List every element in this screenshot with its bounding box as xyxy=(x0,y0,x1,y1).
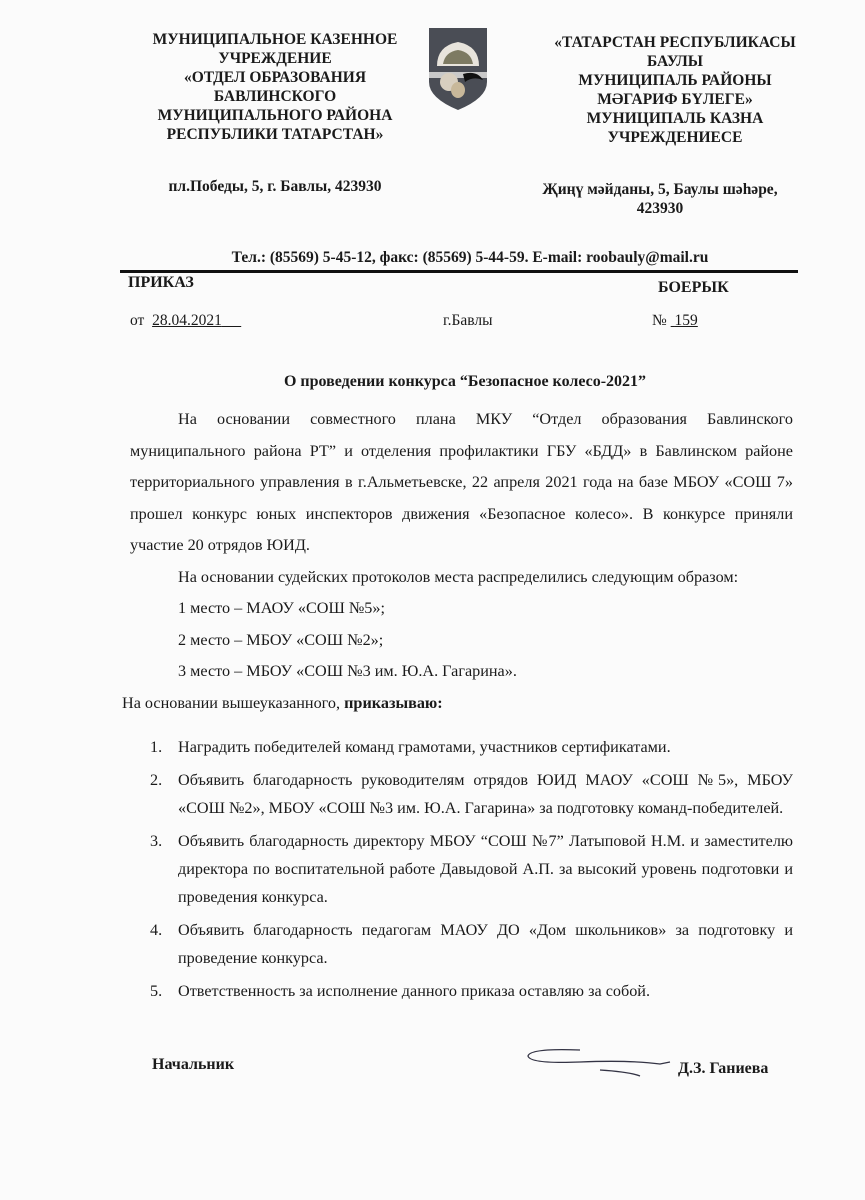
paragraph-order-intro: На основании вышеуказанного, приказываю: xyxy=(122,693,443,712)
order-list xyxy=(150,733,793,1010)
coat-of-arms-emblem xyxy=(427,26,489,112)
header-divider xyxy=(120,270,798,273)
doc-body xyxy=(122,404,793,719)
doc-type-ru: ПРИКАЗ xyxy=(128,274,194,291)
order-item: 1. Наградить победителей команд грамотами, участников сертификатами. xyxy=(150,738,671,756)
signatory-name: Д.З. Ганиева xyxy=(678,1060,769,1077)
doc-type-tt: БОЕРЫК xyxy=(658,279,729,296)
paragraph-results: На основании судейских протоколов места распределились следующим образом: xyxy=(178,567,739,586)
doc-number: № 159 xyxy=(652,312,698,329)
signatory-position: Начальник xyxy=(152,1056,235,1073)
doc-title: О проведении конкурса “Безопасное колесо-2021” xyxy=(283,373,647,390)
contacts-line: Тел.: (85569) 5-45-12, факс: (85569) 5-44-59. E-mail: roobauly@mail.ru xyxy=(231,249,709,266)
date-value: 28.04.2021 xyxy=(152,312,222,329)
doc-city: г.Бавлы xyxy=(443,312,493,329)
place-item: 2 место – МБОУ «СОШ №2»; xyxy=(178,630,384,649)
left-address: пл.Победы, 5, г. Бавлы, 423930 xyxy=(168,178,382,195)
place-item: 1 место – МАОУ «СОШ №5»; xyxy=(178,599,385,617)
right-org-name: «ТАТАРСТАН РЕСПУБЛИКАСЫ БАУЛЫ МУНИЦИПАЛЬ РАЙОНЫ МӘГАРИФ БҮЛЕГЕ» МУНИЦИПАЛЬ КАЗНА УЧРЕЖДЕНИЕСЕ xyxy=(554,34,796,146)
left-org-name: МУНИЦИПАЛЬНОЕ КАЗЕННОЕ УЧРЕЖДЕНИЕ «ОТДЕЛ ОБРАЗОВАНИЯ БАВЛИНСКОГО МУНИЦИПАЛЬНОГО РАЙОНА РЕСПУБЛИКИ ТАТАРСТАН» xyxy=(152,31,398,143)
order-item: 5. Ответственность за исполнение данного приказа оставляю за собой. xyxy=(150,982,651,1000)
doc-date: от 28.04.2021 xyxy=(130,312,222,329)
order-item: 4. Объявить благодарность педагогам МАОУ ДО «Дом школьников» за подготовку и проведение конкурса. xyxy=(150,921,793,967)
number-value: 159 xyxy=(674,312,698,329)
handwritten-signature xyxy=(520,1040,680,1080)
order-item: 2. Объявить благодарность руководителям отрядов ЮИД МАОУ «СОШ №5», МБОУ «СОШ №2», МБОУ «СОШ №3 им. Ю.А. Гагарина» за подготовку команд-победителей. xyxy=(150,771,793,817)
paragraph-basis: На основании совместного плана МКУ “Отдел образования Бавлинского муниципального района РТ” и отделения профилактики ГБУ «БДД» в Бавлинском районе территориального управления в г.Альметьевске, 22 апреля 2021 года на базе МБОУ «СОШ 7» прошел конкурс юных инспекторов движения «Безопасное колесо». В конкурсе приняли участие 20 отрядов ЮИД. xyxy=(130,410,793,554)
place-item: 3 место – МБОУ «СОШ №3 им. Ю.А. Гагарина». xyxy=(178,662,517,680)
order-item: 3. Объявить благодарность директору МБОУ “СОШ №7” Латыповой Н.М. и заместителю директора по воспитательной работе Давыдовой А.П. за высокий уровень подготовки и проведения конкурса. xyxy=(150,832,793,906)
right-address: Җиңү мәйданы, 5, Баулы шәһәре, 423930 xyxy=(542,181,778,217)
